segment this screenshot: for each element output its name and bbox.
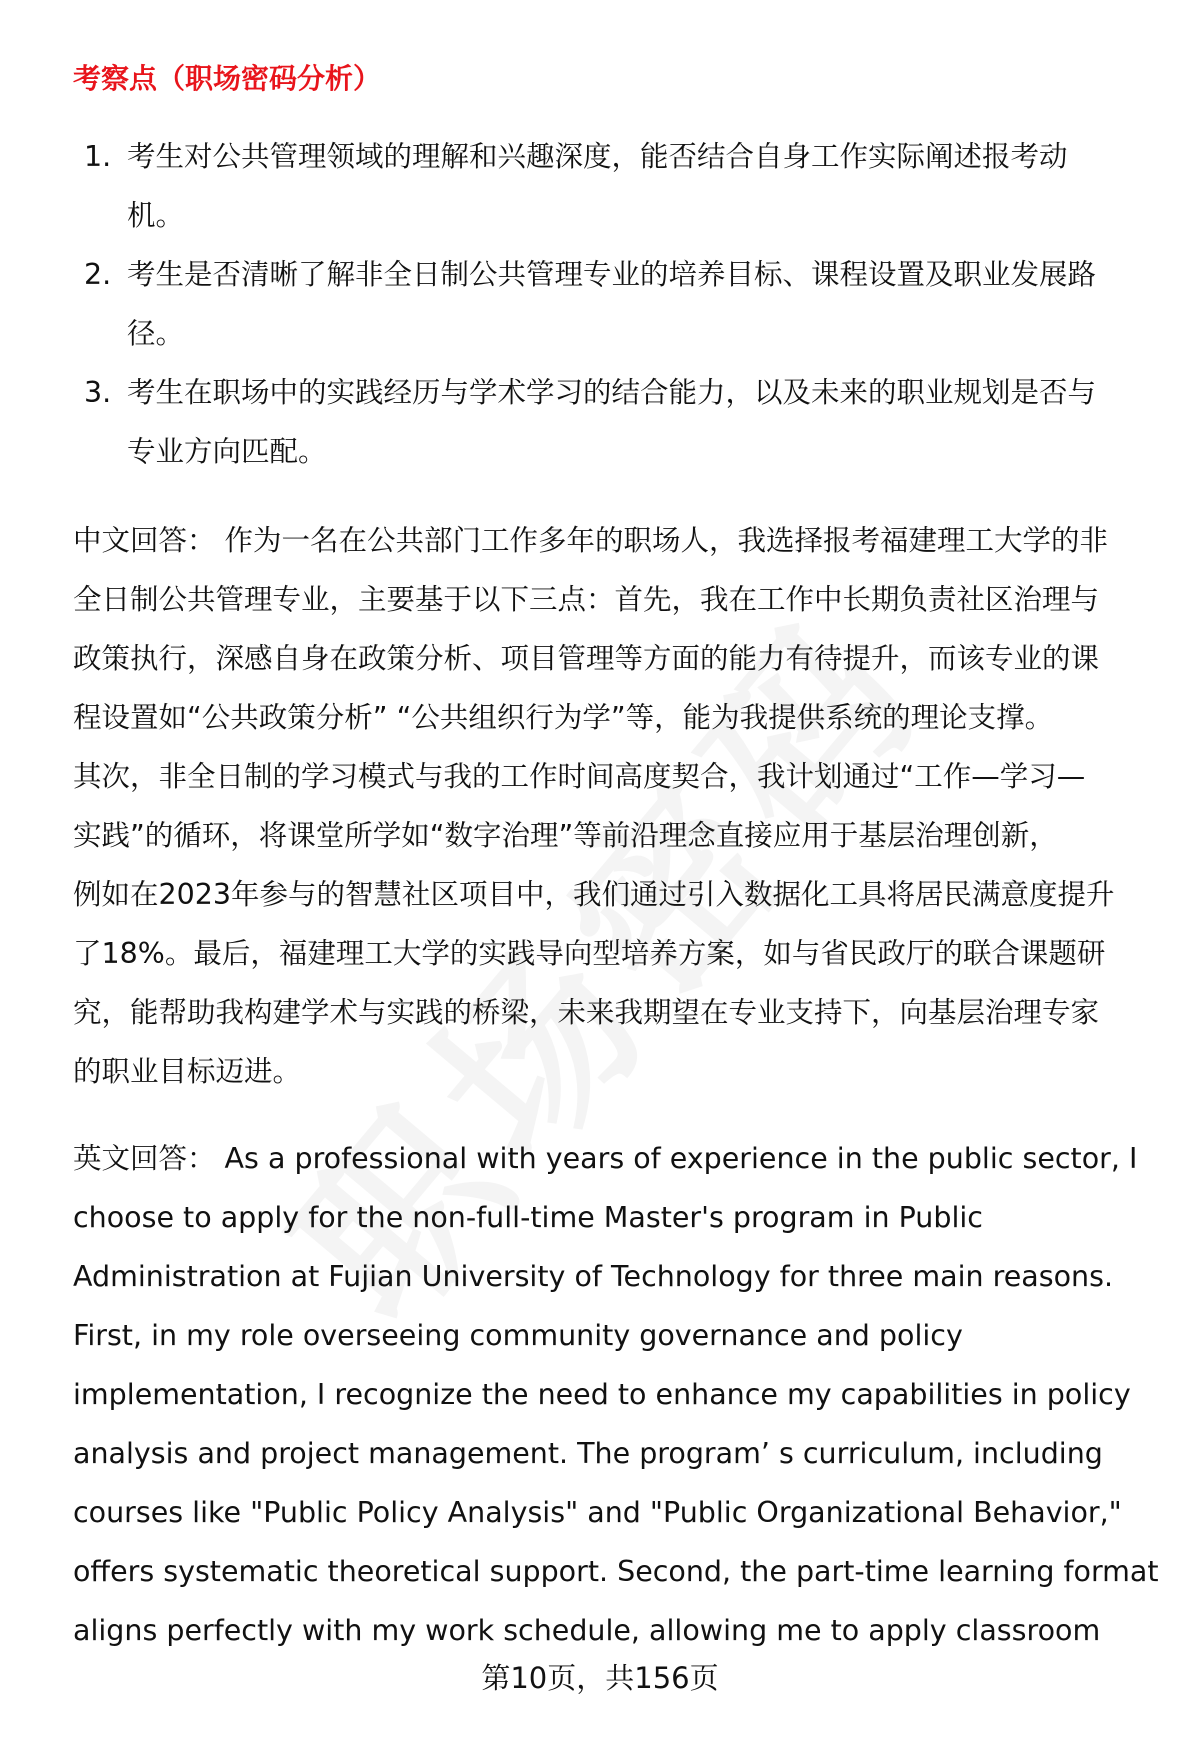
section-heading: 考察点（职场密码分析） [73,62,382,95]
paragraph-line: 中文回答： 作为一名在公共部门工作多年的职场人，我选择报考福建理工大学的非 [73,524,1109,557]
paragraph-line: 政策执行，深感自身在政策分析、项目管理等方面的能力有待提升，而该专业的课 [73,642,1100,675]
paragraph-line: 程设置如“公共政策分析” “公共组织行为学”等，能为我提供系统的理论支撑。 [73,701,1054,734]
paragraph-line: 的职业目标迈进。 [73,1055,302,1088]
paragraph-line: 了18%。最后，福建理工大学的实践导向型培养方案，如与省民政厅的联合课题研 [73,937,1106,970]
paragraph-line: analysis and project management. The program’ s curriculum, including [73,1437,1103,1470]
paragraph-line: First, in my role overseeing community governance and policy [73,1319,963,1352]
paragraph-line: 究，能帮助我构建学术与实践的桥梁，未来我期望在专业支持下，向基层治理专家 [73,996,1100,1029]
paragraph-line: 实践”的循环，将课堂所学如“数字治理”等前沿理念直接应用于基层治理创新， [73,819,1058,852]
paragraph-line: courses like "Public Policy Analysis" and "Public Organizational Behavior," [73,1496,1122,1529]
list-number: 3. [84,376,112,409]
list-item-line: 专业方向匹配。 [127,435,327,468]
list-item-line: 机。 [127,199,185,232]
paragraph-line: aligns perfectly with my work schedule, allowing me to apply classroom [73,1614,1101,1647]
paragraph-line: 英文回答： As a professional with years of experience in the public sector, I [73,1142,1138,1175]
paragraph-line: 例如在2023年参与的智慧社区项目中，我们通过引入数据化工具将居民满意度提升 [73,878,1115,911]
paragraph-line: implementation, I recognize the need to enhance my capabilities in policy [73,1378,1131,1411]
paragraph-line: 全日制公共管理专业，主要基于以下三点：首先，我在工作中长期负责社区治理与 [73,583,1100,616]
list-number: 2. [84,258,112,291]
paragraph-line: choose to apply for the non-full-time Master's program in Public [73,1201,983,1234]
list-item-line: 径。 [127,317,185,350]
page-number-footer: 第10页，共156页 [481,1661,719,1695]
list-item-line: 考生在职场中的实践经历与学术学习的结合能力，以及未来的职业规划是否与 [127,376,1097,409]
paragraph-line: Administration at Fujian University of Technology for three main reasons. [73,1260,1113,1293]
list-item-line: 考生对公共管理领域的理解和兴趣深度，能否结合自身工作实际阐述报考动 [127,140,1068,173]
paragraph-line: offers systematic theoretical support. Second, the part-time learning format [73,1555,1159,1588]
list-number: 1. [84,140,112,173]
paragraph-line: 其次，非全日制的学习模式与我的工作时间高度契合，我计划通过“工作—学习— [73,760,1086,793]
list-item-line: 考生是否清晰了解非全日制公共管理专业的培养目标、课程设置及职业发展路 [127,258,1097,291]
